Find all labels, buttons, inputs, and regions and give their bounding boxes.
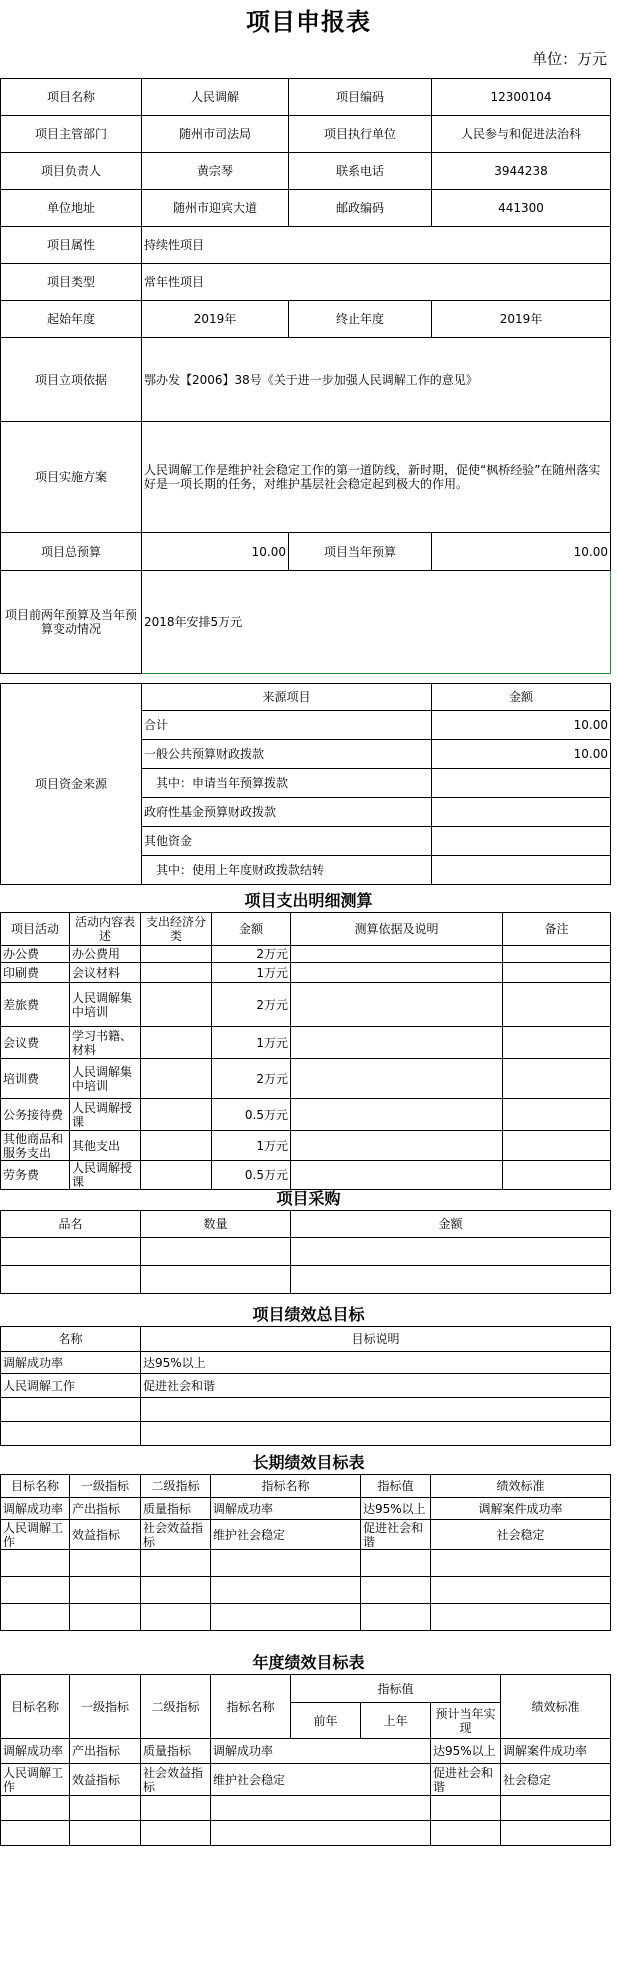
longterm-cell [1,1577,70,1604]
annual-table [0,1674,611,1846]
table-row [1,1352,611,1374]
expense-header: 备注 [503,913,611,946]
funding-row-name: 合计 [142,711,432,740]
longterm-l2: 质量指标 [141,1498,211,1520]
unit-label: 单位：万元 [531,50,607,68]
expense-activity: 劳务费 [1,1161,70,1190]
longterm-cell [431,1550,611,1577]
annual-cell [501,1821,611,1846]
longterm-cell [211,1577,361,1604]
overall-cell [1,1422,141,1446]
expense-basis [291,983,503,1027]
table-row [1,1238,611,1266]
expense-amount: 2万元 [212,946,291,963]
type-label: 项目类型 [1,264,142,301]
table-row [1,1266,611,1294]
annual-cell [1,1821,70,1846]
funding-row-amount: 10.00 [432,711,611,740]
overall-desc: 促进社会和谐 [141,1374,611,1398]
annual-header: 一级指标 [70,1675,141,1739]
total-value: 10.00 [142,533,289,571]
overall-name: 调解成功率 [1,1352,141,1374]
funding-row-amount [432,798,611,827]
expense-basis [291,963,503,983]
annual-cell [70,1796,141,1821]
expense-class [141,963,212,983]
basis-value: 鄂办发【2006】38号《关于进一步加强人民调解工作的意见》 [142,338,611,422]
expense-note [503,1027,611,1059]
dept-label: 项目主管部门 [1,116,142,153]
zip-value: 441300 [432,190,611,227]
expense-note [503,983,611,1027]
funding-amount-header: 金额 [432,684,611,711]
overall-cell [141,1422,611,1446]
annual-cur: 达95%以上 [431,1739,501,1764]
expense-amount: 0.5万元 [212,1099,291,1131]
start-value: 2019年 [142,301,289,338]
expense-title: 项目支出明细测算 [244,891,373,910]
funding-row-name: 一般公共预算财政拨款 [142,740,432,769]
expense-class [141,1131,212,1161]
dept-value: 随州市司法局 [142,116,289,153]
phone-label: 联系电话 [289,153,432,190]
total-label: 项目总预算 [1,533,142,571]
expense-note [503,963,611,983]
table-row [1,963,611,983]
funding-row-amount [432,769,611,798]
annual-cell [501,1796,611,1821]
expense-activity: 其他商品和服务支出 [1,1131,70,1161]
annual-subheader: 预计当年实现 [431,1703,501,1739]
expense-note [503,1059,611,1099]
expense-class [141,1099,212,1131]
phone-value: 3944238 [432,153,611,190]
longterm-header: 指标名称 [211,1475,361,1498]
overall-title: 项目绩效总目标 [252,1305,365,1324]
funding-row-name: 其中：申请当年预算拨款 [142,769,432,798]
annual-header: 二级指标 [141,1675,211,1739]
longterm-header: 指标值 [361,1475,431,1498]
annual-l2: 社会效益指标 [141,1764,211,1796]
start-label: 起始年度 [1,301,142,338]
annual-cell [141,1796,211,1821]
addr-value: 随州市迎宾大道 [142,190,289,227]
annual-std: 社会稳定 [501,1764,611,1796]
expense-amount: 2万元 [212,1059,291,1099]
expense-amount: 1万元 [212,1027,291,1059]
annual-subheader: 上年 [361,1703,431,1739]
year-budget-value: 10.00 [432,533,611,571]
annual-l1: 效益指标 [70,1764,141,1796]
annual-name: 调解成功率 [211,1739,431,1764]
longterm-cell [1,1550,70,1577]
table-row [1,1099,611,1131]
annual-subheader: 前年 [291,1703,361,1739]
purchase-cell [141,1238,291,1266]
overall-cell [1,1398,141,1422]
purchase-table [0,1210,611,1294]
expense-class [141,1059,212,1099]
table-row [1,1374,611,1398]
expense-basis [291,946,503,963]
table-row [1,1604,611,1631]
longterm-cell [361,1604,431,1631]
expense-activity: 办公费 [1,946,70,963]
longterm-l2: 社会效益指标 [141,1520,211,1550]
funding-row-name: 政府性基金预算财政拨款 [142,798,432,827]
leader-label: 项目负责人 [1,153,142,190]
longterm-header: 目标名称 [1,1475,70,1498]
annual-goal: 调解成功率 [1,1739,70,1764]
purchase-cell [291,1238,611,1266]
funding-row-name: 其他资金 [142,827,432,856]
expense-content: 会议材料 [70,963,141,983]
end-value: 2019年 [432,301,611,338]
expense-table [0,912,611,1190]
annual-cell [70,1821,141,1846]
longterm-goal: 调解成功率 [1,1498,70,1520]
attr-label: 项目属性 [1,227,142,264]
funding-label: 项目资金来源 [1,684,142,885]
annual-cell [211,1821,431,1846]
longterm-value: 达95%以上 [361,1498,431,1520]
expense-header: 支出经济分类 [141,913,212,946]
purchase-header: 数量 [141,1211,291,1238]
expense-activity: 会议费 [1,1027,70,1059]
expense-basis [291,1027,503,1059]
year-budget-label: 项目当年预算 [289,533,432,571]
overall-header: 名称 [1,1327,141,1352]
expense-content: 其他支出 [70,1131,141,1161]
change-value: 2018年安排5万元 [142,571,611,674]
expense-amount: 2万元 [212,983,291,1027]
overall-cell [141,1398,611,1422]
purchase-cell [1,1266,141,1294]
annual-cell [1,1796,70,1821]
page-title: 项目申报表 [246,8,371,36]
expense-activity: 公务接待费 [1,1099,70,1131]
expense-note [503,1099,611,1131]
overall-name: 人民调解工作 [1,1374,141,1398]
table-row [1,1520,611,1550]
annual-header: 指标名称 [211,1675,291,1739]
funding-row-name: 其中：使用上年度财政拨款结转 [142,856,432,885]
change-label: 项目前两年预算及当年预算变动情况 [1,571,142,674]
longterm-l1: 效益指标 [70,1520,141,1550]
table-row [1,946,611,963]
longterm-name: 维护社会稳定 [211,1520,361,1550]
longterm-header: 一级指标 [70,1475,141,1498]
table-row [1,1422,611,1446]
annual-header: 绩效标准 [501,1675,611,1739]
longterm-cell [70,1604,141,1631]
table-row [1,1796,611,1821]
longterm-cell [431,1577,611,1604]
expense-content: 人民调解集中培训 [70,983,141,1027]
annual-header: 指标值 [291,1675,501,1703]
type-value: 常年性项目 [142,264,611,301]
purchase-title: 项目采购 [276,1189,341,1208]
overall-table [0,1326,611,1446]
expense-header: 活动内容表述 [70,913,141,946]
end-label: 终止年度 [289,301,432,338]
project-info-table [0,78,611,674]
annual-cur: 促进社会和谐 [431,1764,501,1796]
annual-l1: 产出指标 [70,1739,141,1764]
longterm-cell [141,1550,211,1577]
expense-amount: 0.5万元 [212,1161,291,1190]
addr-label: 单位地址 [1,190,142,227]
annual-title: 年度绩效目标表 [252,1653,365,1672]
expense-note [503,1131,611,1161]
table-row [1,1027,611,1059]
annual-std: 调解案件成功率 [501,1739,611,1764]
annual-cell [211,1796,431,1821]
expense-basis [291,1131,503,1161]
table-row [1,1739,611,1764]
funding-source-header: 来源项目 [142,684,432,711]
expense-class [141,983,212,1027]
expense-content: 人民调解集中培训 [70,1059,141,1099]
annual-header: 目标名称 [1,1675,70,1739]
overall-header: 目标说明 [141,1327,611,1352]
longterm-header: 二级指标 [141,1475,211,1498]
attr-value: 持续性项目 [142,227,611,264]
annual-cell [141,1821,211,1846]
expense-content: 学习书籍、材料 [70,1027,141,1059]
zip-label: 邮政编码 [289,190,432,227]
expense-header: 金额 [212,913,291,946]
expense-amount: 1万元 [212,1131,291,1161]
exec-label: 项目执行单位 [289,116,432,153]
plan-value: 人民调解工作是维护社会稳定工作的第一道防线，新时期，促使“枫桥经验”在随州落实好是一项长期的任务，对维护基层社会稳定起到极大的作用。 [142,422,611,533]
basis-label: 项目立项依据 [1,338,142,422]
expense-activity: 培训费 [1,1059,70,1099]
longterm-cell [431,1604,611,1631]
longterm-title: 长期绩效目标表 [252,1453,365,1472]
funding-table [0,683,611,885]
funding-row-amount: 10.00 [432,740,611,769]
expense-class [141,946,212,963]
table-row [1,1764,611,1796]
table-row [1,1398,611,1422]
purchase-cell [1,1238,141,1266]
purchase-cell [291,1266,611,1294]
longterm-cell [70,1550,141,1577]
expense-basis [291,1059,503,1099]
annual-cell [431,1796,501,1821]
longterm-table [0,1474,611,1631]
name-label: 项目名称 [1,79,142,116]
purchase-header: 金额 [291,1211,611,1238]
longterm-cell [211,1550,361,1577]
longterm-cell [361,1577,431,1604]
expense-activity: 印刷费 [1,963,70,983]
table-row [1,983,611,1027]
annual-cell [431,1821,501,1846]
longterm-l1: 产出指标 [70,1498,141,1520]
expense-activity: 差旅费 [1,983,70,1027]
name-value: 人民调解 [142,79,289,116]
expense-header: 测算依据及说明 [291,913,503,946]
longterm-goal: 人民调解工作 [1,1520,70,1550]
table-row [1,1577,611,1604]
code-label: 项目编码 [289,79,432,116]
expense-content: 人民调解授课 [70,1161,141,1190]
expense-note [503,946,611,963]
expense-basis [291,1099,503,1131]
expense-header: 项目活动 [1,913,70,946]
plan-label: 项目实施方案 [1,422,142,533]
table-row [1,1821,611,1846]
exec-value: 人民参与和促进法治科 [432,116,611,153]
longterm-name: 调解成功率 [211,1498,361,1520]
table-row [1,1550,611,1577]
table-row [1,1498,611,1520]
longterm-header: 绩效标准 [431,1475,611,1498]
expense-content: 办公费用 [70,946,141,963]
longterm-cell [70,1577,141,1604]
annual-l2: 质量指标 [141,1739,211,1764]
funding-row-amount [432,827,611,856]
funding-row-amount [432,856,611,885]
longterm-cell [141,1604,211,1631]
expense-content: 人民调解授课 [70,1099,141,1131]
longterm-cell [1,1604,70,1631]
leader-value: 黄宗琴 [142,153,289,190]
longterm-std: 社会稳定 [431,1520,611,1550]
longterm-cell [361,1550,431,1577]
longterm-value: 促进社会和谐 [361,1520,431,1550]
expense-amount: 1万元 [212,963,291,983]
purchase-cell [141,1266,291,1294]
overall-desc: 达95%以上 [141,1352,611,1374]
purchase-header: 品名 [1,1211,141,1238]
expense-class [141,1027,212,1059]
longterm-cell [141,1577,211,1604]
longterm-cell [211,1604,361,1631]
longterm-std: 调解案件成功率 [431,1498,611,1520]
annual-goal: 人民调解工作 [1,1764,70,1796]
annual-name: 维护社会稳定 [211,1764,431,1796]
table-row [1,1059,611,1099]
table-row [1,1131,611,1161]
code-value: 12300104 [432,79,611,116]
